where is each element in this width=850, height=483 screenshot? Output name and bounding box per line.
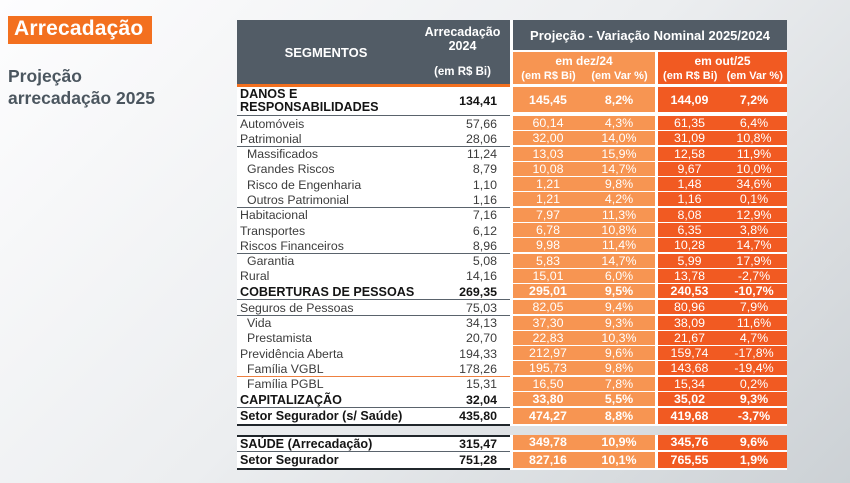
subtitle-line-1: Projeção bbox=[8, 66, 82, 86]
table-row bbox=[237, 147, 787, 162]
value-dez-rs: 827,16 bbox=[510, 452, 583, 470]
table-row bbox=[237, 392, 787, 408]
value-2024: 134,41 bbox=[415, 87, 510, 116]
value-out-rs: 10,28 bbox=[655, 238, 721, 254]
value-dez-var: 9,8% bbox=[583, 361, 655, 377]
value-out-var: -3,7% bbox=[721, 408, 787, 426]
value-dez-var: 8,2% bbox=[583, 87, 655, 116]
value-out-rs: 419,68 bbox=[655, 408, 721, 426]
value-dez-var: 8,8% bbox=[583, 408, 655, 426]
value-out-rs: 1,48 bbox=[655, 177, 721, 193]
segment-label: Família VGBL bbox=[237, 361, 415, 377]
segment-label: Garantia bbox=[237, 254, 415, 270]
segment-label: Grandes Riscos bbox=[237, 162, 415, 178]
value-out-rs: 38,09 bbox=[655, 316, 721, 332]
value-2024: 14,16 bbox=[415, 269, 510, 285]
value-2024: 435,80 bbox=[415, 408, 510, 426]
table-row bbox=[237, 408, 787, 426]
segment-label: SAÚDE (Arrecadação) bbox=[237, 435, 415, 453]
value-dez-rs: 295,01 bbox=[510, 284, 583, 300]
value-2024: 1,10 bbox=[415, 177, 510, 193]
value-out-rs: 5,99 bbox=[655, 254, 721, 270]
page-subtitle bbox=[8, 65, 223, 110]
value-dez-rs: 15,01 bbox=[510, 269, 583, 285]
value-dez-rs: 145,45 bbox=[510, 87, 583, 116]
value-dez-var: 7,8% bbox=[583, 377, 655, 393]
table-row bbox=[237, 87, 787, 116]
value-dez-var: 11,4% bbox=[583, 238, 655, 254]
value-2024: 11,24 bbox=[415, 147, 510, 163]
value-out-rs: 13,78 bbox=[655, 269, 721, 285]
value-out-var: 14,7% bbox=[721, 238, 787, 254]
segment-label: Patrimonial bbox=[237, 131, 415, 147]
table-body bbox=[237, 87, 787, 470]
group-dez24-unit-rs: (em R$ Bi) bbox=[521, 70, 576, 82]
value-dez-rs: 32,00 bbox=[510, 131, 583, 147]
value-2024: 315,47 bbox=[415, 435, 510, 453]
table-row bbox=[237, 316, 787, 331]
value-dez-rs: 5,83 bbox=[510, 254, 583, 270]
value-out-var: -19,4% bbox=[721, 361, 787, 377]
header-projecao-title: Projeção - Variação Nominal 2025/2024 bbox=[510, 20, 787, 52]
value-2024: 269,35 bbox=[415, 284, 510, 300]
left-panel bbox=[8, 16, 223, 110]
value-2024: 8,79 bbox=[415, 162, 510, 178]
value-2024: 194,33 bbox=[415, 346, 510, 362]
table-row bbox=[237, 177, 787, 192]
header-arrecadacao-2024 bbox=[415, 20, 510, 87]
value-out-var: 10,0% bbox=[721, 162, 787, 178]
table-header bbox=[237, 20, 787, 87]
table-row bbox=[237, 208, 787, 223]
table-row bbox=[237, 254, 787, 269]
value-out-rs: 80,96 bbox=[655, 300, 721, 316]
segment-label: Riscos Financeiros bbox=[237, 238, 415, 254]
value-2024: 7,16 bbox=[415, 208, 510, 224]
segment-label: Habitacional bbox=[237, 208, 415, 224]
value-out-var: 0,1% bbox=[721, 192, 787, 208]
value-dez-rs: 212,97 bbox=[510, 346, 583, 362]
value-dez-var: 10,1% bbox=[583, 452, 655, 470]
value-out-rs: 21,67 bbox=[655, 331, 721, 347]
table-row bbox=[237, 223, 787, 238]
value-out-var: -10,7% bbox=[721, 284, 787, 300]
table-row bbox=[237, 269, 787, 284]
value-out-var: 11,6% bbox=[721, 316, 787, 332]
value-dez-rs: 22,83 bbox=[510, 331, 583, 347]
value-dez-rs: 6,78 bbox=[510, 223, 583, 239]
value-out-var: 7,2% bbox=[721, 87, 787, 116]
value-2024: 6,12 bbox=[415, 223, 510, 239]
value-out-var: 34,6% bbox=[721, 177, 787, 193]
value-out-rs: 240,53 bbox=[655, 284, 721, 300]
value-out-rs: 15,34 bbox=[655, 377, 721, 393]
value-dez-var: 9,3% bbox=[583, 316, 655, 332]
table-row bbox=[237, 300, 787, 315]
value-dez-rs: 195,73 bbox=[510, 361, 583, 377]
value-dez-rs: 16,50 bbox=[510, 377, 583, 393]
value-out-var: 3,8% bbox=[721, 223, 787, 239]
value-2024: 28,06 bbox=[415, 131, 510, 147]
segment-label: Previdência Aberta bbox=[237, 346, 415, 362]
group-out25-unit-rs: (em R$ Bi) bbox=[663, 70, 718, 82]
table-row bbox=[237, 452, 787, 470]
value-out-var: 1,9% bbox=[721, 452, 787, 470]
group-out25-label: em out/25 bbox=[694, 54, 751, 68]
value-dez-rs: 13,03 bbox=[510, 147, 583, 163]
value-dez-rs: 1,21 bbox=[510, 177, 583, 193]
segment-label: Automóveis bbox=[237, 116, 415, 132]
value-out-rs: 12,58 bbox=[655, 147, 721, 163]
table-row bbox=[237, 131, 787, 146]
table-row bbox=[237, 116, 787, 131]
value-2024: 15,31 bbox=[415, 377, 510, 393]
value-out-rs: 1,16 bbox=[655, 192, 721, 208]
value-out-var: 6,4% bbox=[721, 116, 787, 132]
subtitle-line-2: arrecadação 2025 bbox=[8, 88, 155, 109]
value-dez-var: 14,0% bbox=[583, 131, 655, 147]
segment-label: COBERTURAS DE PESSOAS bbox=[237, 284, 415, 300]
group-out25-unit-var: (em Var %) bbox=[726, 70, 783, 82]
value-out-rs: 159,74 bbox=[655, 346, 721, 362]
table-row bbox=[237, 331, 787, 346]
value-2024: 178,26 bbox=[415, 361, 510, 377]
value-dez-rs: 349,78 bbox=[510, 435, 583, 453]
value-out-var: 0,2% bbox=[721, 377, 787, 393]
header-group-dez24 bbox=[510, 52, 655, 87]
segment-label: Seguros de Pessoas bbox=[237, 300, 415, 316]
table-row bbox=[237, 238, 787, 253]
value-out-rs: 9,67 bbox=[655, 162, 721, 178]
value-out-var: 9,6% bbox=[721, 435, 787, 453]
value-out-var: 9,3% bbox=[721, 392, 787, 408]
group-dez24-unit-var: (em Var %) bbox=[591, 70, 648, 82]
value-out-var: -17,8% bbox=[721, 346, 787, 362]
value-2024: 5,08 bbox=[415, 254, 510, 270]
value-out-rs: 6,35 bbox=[655, 223, 721, 239]
table-gap bbox=[237, 426, 787, 435]
value-2024: 75,03 bbox=[415, 300, 510, 316]
value-dez-var: 14,7% bbox=[583, 254, 655, 270]
header-2024-title: Arrecadação 2024 bbox=[424, 25, 501, 54]
value-dez-var: 15,9% bbox=[583, 147, 655, 163]
value-out-rs: 765,55 bbox=[655, 452, 721, 470]
value-dez-rs: 9,98 bbox=[510, 238, 583, 254]
value-2024: 8,96 bbox=[415, 238, 510, 254]
segment-label: Transportes bbox=[237, 223, 415, 239]
value-dez-rs: 60,14 bbox=[510, 116, 583, 132]
value-dez-rs: 1,21 bbox=[510, 192, 583, 208]
value-dez-var: 4,2% bbox=[583, 192, 655, 208]
segment-label: Risco de Engenharia bbox=[237, 177, 415, 193]
value-out-rs: 143,68 bbox=[655, 361, 721, 377]
value-dez-var: 14,7% bbox=[583, 162, 655, 178]
header-segments: SEGMENTOS bbox=[237, 20, 415, 87]
segment-label: Família PGBL bbox=[237, 377, 415, 393]
value-dez-var: 10,8% bbox=[583, 223, 655, 239]
segment-label: Outros Patrimonial bbox=[237, 192, 415, 208]
table-row bbox=[237, 377, 787, 392]
value-dez-rs: 474,27 bbox=[510, 408, 583, 426]
value-dez-rs: 7,97 bbox=[510, 208, 583, 224]
value-2024: 751,28 bbox=[415, 452, 510, 470]
value-dez-var: 6,0% bbox=[583, 269, 655, 285]
page-title: Arrecadação bbox=[8, 16, 152, 44]
table-row bbox=[237, 435, 787, 453]
value-out-var: 4,7% bbox=[721, 331, 787, 347]
arrecadacao-table bbox=[237, 20, 787, 470]
value-2024: 1,16 bbox=[415, 192, 510, 208]
value-2024: 34,13 bbox=[415, 316, 510, 332]
value-out-rs: 35,02 bbox=[655, 392, 721, 408]
value-out-rs: 8,08 bbox=[655, 208, 721, 224]
value-dez-rs: 10,08 bbox=[510, 162, 583, 178]
value-dez-var: 10,9% bbox=[583, 435, 655, 453]
table-row bbox=[237, 192, 787, 207]
value-2024: 20,70 bbox=[415, 331, 510, 347]
value-dez-rs: 37,30 bbox=[510, 316, 583, 332]
segment-label: Setor Segurador (s/ Saúde) bbox=[237, 408, 415, 426]
value-out-var: 17,9% bbox=[721, 254, 787, 270]
segment-label: CAPITALIZAÇÃO bbox=[237, 392, 415, 408]
value-out-var: -2,7% bbox=[721, 269, 787, 285]
value-dez-var: 4,3% bbox=[583, 116, 655, 132]
value-out-var: 11,9% bbox=[721, 147, 787, 163]
table-row bbox=[237, 162, 787, 177]
segment-label: Vida bbox=[237, 316, 415, 332]
value-out-var: 12,9% bbox=[721, 208, 787, 224]
value-out-rs: 144,09 bbox=[655, 87, 721, 116]
value-dez-var: 10,3% bbox=[583, 331, 655, 347]
value-dez-var: 9,6% bbox=[583, 346, 655, 362]
value-dez-var: 11,3% bbox=[583, 208, 655, 224]
segment-label: Setor Segurador bbox=[237, 452, 415, 470]
value-out-rs: 31,09 bbox=[655, 131, 721, 147]
segment-label: Prestamista bbox=[237, 331, 415, 347]
value-2024: 32,04 bbox=[415, 392, 510, 408]
value-dez-var: 9,5% bbox=[583, 284, 655, 300]
value-dez-var: 5,5% bbox=[583, 392, 655, 408]
value-dez-var: 9,8% bbox=[583, 177, 655, 193]
value-dez-var: 9,4% bbox=[583, 300, 655, 316]
segment-label: Massificados bbox=[237, 147, 415, 163]
table-row bbox=[237, 361, 787, 376]
table-row bbox=[237, 346, 787, 361]
value-2024: 57,66 bbox=[415, 116, 510, 132]
header-group-out25 bbox=[655, 52, 787, 87]
value-dez-rs: 82,05 bbox=[510, 300, 583, 316]
group-dez24-label: em dez/24 bbox=[555, 54, 613, 68]
value-dez-rs: 33,80 bbox=[510, 392, 583, 408]
value-out-var: 10,8% bbox=[721, 131, 787, 147]
segment-label: Rural bbox=[237, 269, 415, 285]
value-out-rs: 345,76 bbox=[655, 435, 721, 453]
value-out-var: 7,9% bbox=[721, 300, 787, 316]
header-2024-unit: (em R$ Bi) bbox=[434, 66, 491, 78]
value-out-rs: 61,35 bbox=[655, 116, 721, 132]
segment-label: DANOS E RESPONSABILIDADES bbox=[237, 87, 415, 116]
table-row bbox=[237, 284, 787, 300]
